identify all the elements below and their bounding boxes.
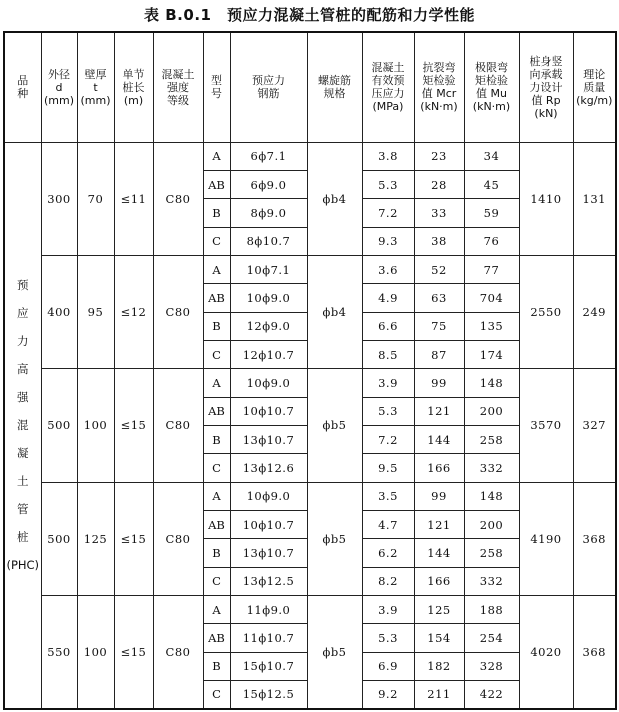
crack-moment-cell: 23 bbox=[414, 142, 464, 170]
prestress-rebar-cell: 10ϕ7.1 bbox=[230, 255, 307, 283]
prestress-rebar-cell: 12ϕ10.7 bbox=[230, 340, 307, 368]
type-cell: AB bbox=[203, 624, 230, 652]
type-cell: C bbox=[203, 454, 230, 482]
limit-moment-cell: 704 bbox=[464, 284, 519, 312]
header-limit-moment: 极限弯 矩检验 值 Mu (kN·m) bbox=[464, 32, 519, 142]
crack-moment-cell: 28 bbox=[414, 170, 464, 198]
prestress-rebar-cell: 10ϕ10.7 bbox=[230, 510, 307, 538]
crack-moment-cell: 63 bbox=[414, 284, 464, 312]
type-cell: C bbox=[203, 340, 230, 368]
theoretical-mass-cell: 249 bbox=[573, 255, 616, 368]
header-effective-prestress: 混凝土 有效预 压应力 (MPa) bbox=[362, 32, 414, 142]
crack-moment-cell: 87 bbox=[414, 340, 464, 368]
segment-length-cell: ≤12 bbox=[114, 255, 153, 368]
type-cell: AB bbox=[203, 284, 230, 312]
effective-prestress-cell: 9.2 bbox=[362, 681, 414, 709]
theoretical-mass-cell: 327 bbox=[573, 369, 616, 482]
prestress-rebar-cell: 6ϕ7.1 bbox=[230, 142, 307, 170]
header-wall-thickness: 壁厚 t (mm) bbox=[77, 32, 114, 142]
limit-moment-cell: 148 bbox=[464, 482, 519, 510]
prestress-rebar-cell: 10ϕ10.7 bbox=[230, 397, 307, 425]
limit-moment-cell: 174 bbox=[464, 340, 519, 368]
crack-moment-cell: 144 bbox=[414, 539, 464, 567]
theoretical-mass-cell: 131 bbox=[573, 142, 616, 255]
spiral-spec-cell: ϕb5 bbox=[307, 596, 362, 709]
limit-moment-cell: 200 bbox=[464, 397, 519, 425]
variety-cell: 预 应 力 高 强 混 凝 土 管 桩 (PHC) bbox=[4, 142, 41, 709]
limit-moment-cell: 422 bbox=[464, 681, 519, 709]
table-row bbox=[4, 596, 616, 624]
crack-moment-cell: 99 bbox=[414, 369, 464, 397]
wall-thickness-cell: 95 bbox=[77, 255, 114, 368]
bearing-capacity-cell: 2550 bbox=[519, 255, 573, 368]
table-row bbox=[4, 482, 616, 510]
concrete-grade-cell: C80 bbox=[153, 596, 203, 709]
header-outer-diameter: 外径 d (mm) bbox=[41, 32, 77, 142]
limit-moment-cell: 188 bbox=[464, 596, 519, 624]
type-cell: AB bbox=[203, 397, 230, 425]
crack-moment-cell: 121 bbox=[414, 510, 464, 538]
bearing-capacity-cell: 4190 bbox=[519, 482, 573, 595]
concrete-grade-cell: C80 bbox=[153, 142, 203, 255]
prestress-rebar-cell: 13ϕ12.6 bbox=[230, 454, 307, 482]
type-cell: A bbox=[203, 255, 230, 283]
wall-thickness-cell: 100 bbox=[77, 596, 114, 709]
type-cell: A bbox=[203, 596, 230, 624]
effective-prestress-cell: 3.5 bbox=[362, 482, 414, 510]
limit-moment-cell: 332 bbox=[464, 454, 519, 482]
concrete-grade-cell: C80 bbox=[153, 255, 203, 368]
table-title: 表 B.0.1 预应力混凝土管桩的配筋和力学性能 bbox=[144, 6, 475, 24]
effective-prestress-cell: 8.5 bbox=[362, 340, 414, 368]
crack-moment-cell: 99 bbox=[414, 482, 464, 510]
crack-moment-cell: 211 bbox=[414, 681, 464, 709]
table-row bbox=[4, 369, 616, 397]
wall-thickness-cell: 70 bbox=[77, 142, 114, 255]
limit-moment-cell: 59 bbox=[464, 199, 519, 227]
spiral-spec-cell: ϕb4 bbox=[307, 142, 362, 255]
crack-moment-cell: 144 bbox=[414, 425, 464, 453]
bearing-capacity-cell: 1410 bbox=[519, 142, 573, 255]
spiral-spec-cell: ϕb5 bbox=[307, 482, 362, 595]
prestress-rebar-cell: 15ϕ12.5 bbox=[230, 681, 307, 709]
header-segment-length: 单节 桩长 (m) bbox=[114, 32, 153, 142]
crack-moment-cell: 166 bbox=[414, 454, 464, 482]
crack-moment-cell: 75 bbox=[414, 312, 464, 340]
limit-moment-cell: 328 bbox=[464, 652, 519, 680]
type-cell: C bbox=[203, 227, 230, 255]
effective-prestress-cell: 9.5 bbox=[362, 454, 414, 482]
segment-length-cell: ≤15 bbox=[114, 482, 153, 595]
type-cell: A bbox=[203, 482, 230, 510]
effective-prestress-cell: 6.2 bbox=[362, 539, 414, 567]
type-cell: C bbox=[203, 681, 230, 709]
prestress-rebar-cell: 13ϕ10.7 bbox=[230, 425, 307, 453]
crack-moment-cell: 125 bbox=[414, 596, 464, 624]
crack-moment-cell: 38 bbox=[414, 227, 464, 255]
effective-prestress-cell: 5.3 bbox=[362, 397, 414, 425]
effective-prestress-cell: 3.8 bbox=[362, 142, 414, 170]
crack-moment-cell: 33 bbox=[414, 199, 464, 227]
limit-moment-cell: 77 bbox=[464, 255, 519, 283]
prestress-rebar-cell: 6ϕ9.0 bbox=[230, 170, 307, 198]
header-variety: 品 种 bbox=[4, 32, 41, 142]
segment-length-cell: ≤15 bbox=[114, 596, 153, 709]
pile-properties-table bbox=[3, 31, 617, 710]
limit-moment-cell: 258 bbox=[464, 539, 519, 567]
theoretical-mass-cell: 368 bbox=[573, 596, 616, 709]
wall-thickness-cell: 125 bbox=[77, 482, 114, 595]
type-cell: C bbox=[203, 567, 230, 595]
header-crack-moment: 抗裂弯 矩检验 值 Mcr (kN·m) bbox=[414, 32, 464, 142]
bearing-capacity-cell: 3570 bbox=[519, 369, 573, 482]
limit-moment-cell: 258 bbox=[464, 425, 519, 453]
limit-moment-cell: 76 bbox=[464, 227, 519, 255]
limit-moment-cell: 200 bbox=[464, 510, 519, 538]
type-cell: A bbox=[203, 369, 230, 397]
effective-prestress-cell: 6.6 bbox=[362, 312, 414, 340]
effective-prestress-cell: 3.6 bbox=[362, 255, 414, 283]
concrete-grade-cell: C80 bbox=[153, 482, 203, 595]
header-spiral-spec: 螺旋筋 规格 bbox=[307, 32, 362, 142]
table-row bbox=[4, 255, 616, 283]
theoretical-mass-cell: 368 bbox=[573, 482, 616, 595]
outer-diameter-cell: 300 bbox=[41, 142, 77, 255]
effective-prestress-cell: 7.2 bbox=[362, 425, 414, 453]
type-cell: B bbox=[203, 652, 230, 680]
effective-prestress-cell: 3.9 bbox=[362, 369, 414, 397]
crack-moment-cell: 154 bbox=[414, 624, 464, 652]
type-cell: B bbox=[203, 425, 230, 453]
wall-thickness-cell: 100 bbox=[77, 369, 114, 482]
prestress-rebar-cell: 13ϕ10.7 bbox=[230, 539, 307, 567]
bearing-capacity-cell: 4020 bbox=[519, 596, 573, 709]
type-cell: B bbox=[203, 199, 230, 227]
table-row bbox=[4, 142, 616, 170]
type-cell: AB bbox=[203, 510, 230, 538]
limit-moment-cell: 332 bbox=[464, 567, 519, 595]
header-theoretical-mass: 理论 质量 (kg/m) bbox=[573, 32, 616, 142]
outer-diameter-cell: 550 bbox=[41, 596, 77, 709]
prestress-rebar-cell: 11ϕ9.0 bbox=[230, 596, 307, 624]
type-cell: B bbox=[203, 539, 230, 567]
prestress-rebar-cell: 10ϕ9.0 bbox=[230, 284, 307, 312]
prestress-rebar-cell: 11ϕ10.7 bbox=[230, 624, 307, 652]
type-cell: B bbox=[203, 312, 230, 340]
type-cell: AB bbox=[203, 170, 230, 198]
crack-moment-cell: 166 bbox=[414, 567, 464, 595]
segment-length-cell: ≤11 bbox=[114, 142, 153, 255]
crack-moment-cell: 182 bbox=[414, 652, 464, 680]
spiral-spec-cell: ϕb5 bbox=[307, 369, 362, 482]
type-cell: A bbox=[203, 142, 230, 170]
effective-prestress-cell: 5.3 bbox=[362, 170, 414, 198]
segment-length-cell: ≤15 bbox=[114, 369, 153, 482]
crack-moment-cell: 52 bbox=[414, 255, 464, 283]
effective-prestress-cell: 7.2 bbox=[362, 199, 414, 227]
prestress-rebar-cell: 8ϕ10.7 bbox=[230, 227, 307, 255]
prestress-rebar-cell: 13ϕ12.5 bbox=[230, 567, 307, 595]
header-row bbox=[4, 32, 616, 142]
outer-diameter-cell: 500 bbox=[41, 369, 77, 482]
prestress-rebar-cell: 12ϕ9.0 bbox=[230, 312, 307, 340]
limit-moment-cell: 254 bbox=[464, 624, 519, 652]
prestress-rebar-cell: 10ϕ9.0 bbox=[230, 482, 307, 510]
limit-moment-cell: 148 bbox=[464, 369, 519, 397]
outer-diameter-cell: 400 bbox=[41, 255, 77, 368]
header-prestress-rebar: 预应力 钢筋 bbox=[230, 32, 307, 142]
effective-prestress-cell: 3.9 bbox=[362, 596, 414, 624]
crack-moment-cell: 121 bbox=[414, 397, 464, 425]
outer-diameter-cell: 500 bbox=[41, 482, 77, 595]
effective-prestress-cell: 4.7 bbox=[362, 510, 414, 538]
effective-prestress-cell: 9.3 bbox=[362, 227, 414, 255]
prestress-rebar-cell: 8ϕ9.0 bbox=[230, 199, 307, 227]
prestress-rebar-cell: 15ϕ10.7 bbox=[230, 652, 307, 680]
effective-prestress-cell: 8.2 bbox=[362, 567, 414, 595]
header-concrete-grade: 混凝土 强度 等级 bbox=[153, 32, 203, 142]
header-type: 型 号 bbox=[203, 32, 230, 142]
limit-moment-cell: 45 bbox=[464, 170, 519, 198]
effective-prestress-cell: 5.3 bbox=[362, 624, 414, 652]
prestress-rebar-cell: 10ϕ9.0 bbox=[230, 369, 307, 397]
effective-prestress-cell: 6.9 bbox=[362, 652, 414, 680]
limit-moment-cell: 34 bbox=[464, 142, 519, 170]
limit-moment-cell: 135 bbox=[464, 312, 519, 340]
concrete-grade-cell: C80 bbox=[153, 369, 203, 482]
spiral-spec-cell: ϕb4 bbox=[307, 255, 362, 368]
effective-prestress-cell: 4.9 bbox=[362, 284, 414, 312]
header-bearing-capacity: 桩身竖 向承载 力设计 值 Rp (kN) bbox=[519, 32, 573, 142]
